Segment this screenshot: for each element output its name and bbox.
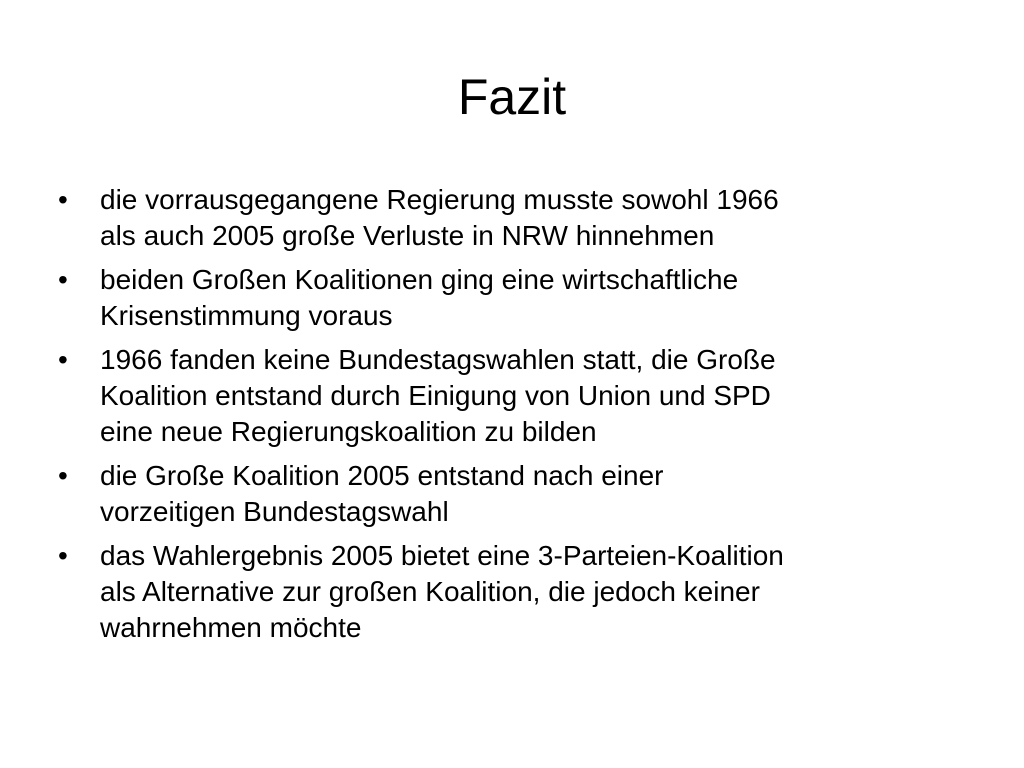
bullet-icon: • [58,344,68,375]
bullet-text-line: vorzeitigen Bundestagswahl [100,496,449,527]
slide-title: Fazit [457,69,567,125]
bullet-item [58,262,978,334]
bullet-icon: • [58,184,68,215]
bullet-text-line: wahrnehmen möchte [100,612,362,643]
bullet-text-line: als auch 2005 große Verluste in NRW hinnehmen [100,220,715,251]
bullet-icon: • [58,540,68,571]
bullet-text-line: 1966 fanden keine Bundestagswahlen statt, die Große [100,344,776,375]
bullet-text-line: eine neue Regierungskoalition zu bilden [100,416,597,447]
bullet-text-line: das Wahlergebnis 2005 bietet eine 3-Parteien-Koalition [100,540,784,571]
bullet-text-line: Krisenstimmung voraus [100,300,393,331]
bullet-text-line: Koalition entstand durch Einigung von Union und SPD [100,380,771,411]
bullet-item [58,538,978,646]
bullet-icon: • [58,264,68,295]
bullet-item [58,182,978,254]
bullet-text-line: die Große Koalition 2005 entstand nach einer [100,460,664,491]
bullet-icon: • [58,460,68,491]
bullet-text-line: die vorrausgegangene Regierung musste sowohl 1966 [100,184,779,215]
bullet-text-line: beiden Großen Koalitionen ging eine wirtschaftliche [100,264,739,295]
bullet-list [58,182,978,654]
bullet-item [58,342,978,450]
bullet-text-line: als Alternative zur großen Koalition, die jedoch keiner [100,576,760,607]
bullet-item [58,458,978,530]
